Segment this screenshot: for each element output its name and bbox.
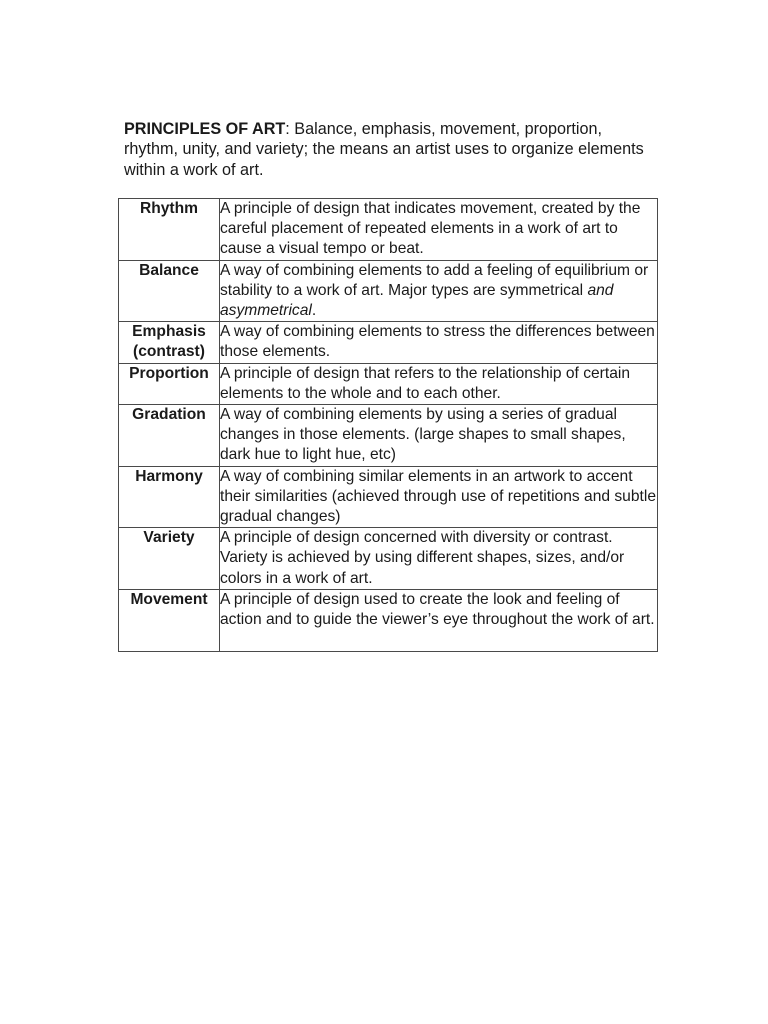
principle-term: Gradation (119, 405, 220, 467)
principles-table (118, 198, 658, 652)
principle-definition: A way of combining elements by using a series of gradual changes in those elements. (large shapes to small shapes, dark hue to light hue, etc) (220, 405, 658, 467)
table-row (119, 466, 658, 528)
intro-text: : Balance, emphasis, movement, proportion, rhythm, unity, and variety; the means an artist uses to organize elements within a work of art. (124, 120, 644, 179)
principle-definition (220, 260, 658, 322)
definition-end-text: . (311, 302, 317, 320)
table-row (119, 405, 658, 467)
principle-definition: A way of combining similar elements in an artwork to accent their similarities (achieved through use of repetitions and subtle gradual changes) (220, 466, 658, 528)
principle-term: Harmony (119, 466, 220, 528)
table-row (119, 322, 658, 363)
principle-definition: A principle of design that refers to the relationship of certain elements to the whole and to each other. (220, 363, 658, 404)
principle-term: Movement (119, 589, 220, 651)
principle-definition: A principle of design that indicates movement, created by the careful placement of repeated elements in a work of art to cause a visual tempo or beat. (220, 199, 658, 261)
principle-term: Proportion (119, 363, 220, 404)
principle-term: Variety (119, 528, 220, 590)
table-row (119, 260, 658, 322)
principle-term: Rhythm (119, 199, 220, 261)
principle-definition: A way of combining elements to stress the differences between those elements. (220, 322, 658, 363)
principle-term: Emphasis (contrast) (119, 322, 220, 363)
intro-term: PRINCIPLES OF ART (124, 120, 286, 138)
definition-italic-text: and asymmetrical (220, 281, 614, 320)
table-row (119, 589, 658, 651)
definition-text: A way of combining elements to add a feeling of equilibrium or stability to a work of art. Major types are symmetrical (220, 261, 649, 299)
table-row (119, 363, 658, 404)
table-row (119, 528, 658, 590)
principle-term: Balance (119, 260, 220, 322)
intro-paragraph (124, 119, 644, 180)
table-row (119, 199, 658, 261)
principle-definition: A principle of design used to create the look and feeling of action and to guide the viewer’s eye throughout the work of art. (220, 589, 658, 651)
principle-definition: A principle of design concerned with diversity or contrast. Variety is achieved by using different shapes, sizes, and/or colors in a work of art. (220, 528, 658, 590)
